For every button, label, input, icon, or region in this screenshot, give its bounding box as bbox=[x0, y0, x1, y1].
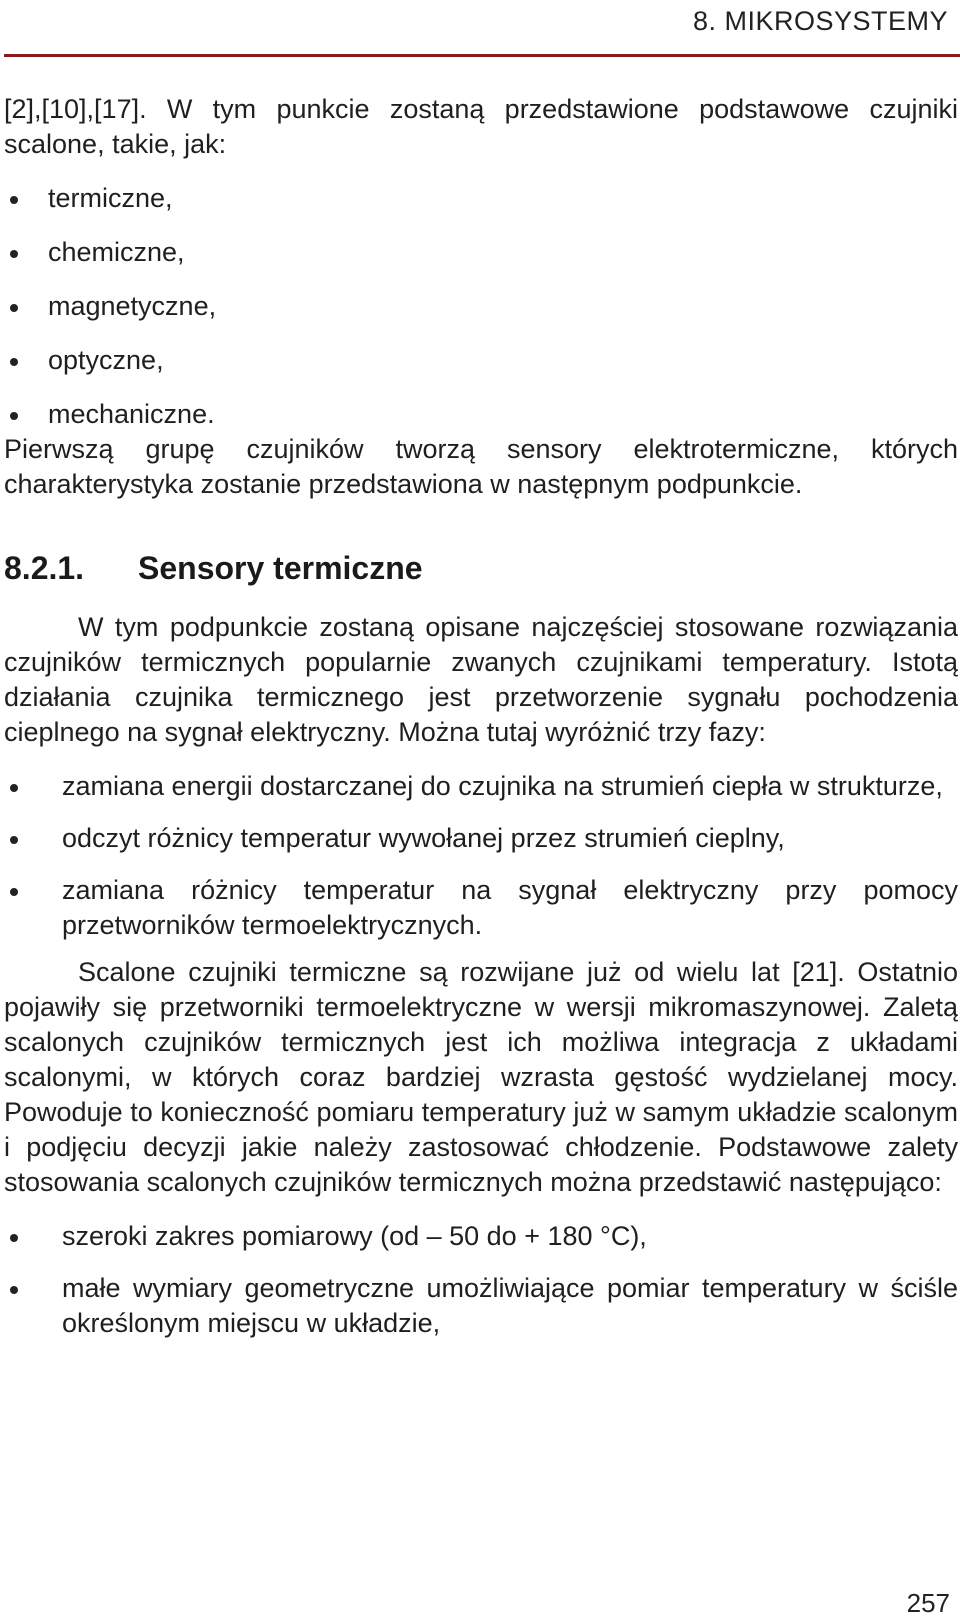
list-item: mechaniczne. bbox=[4, 397, 958, 432]
page-number: 257 bbox=[906, 1588, 950, 1618]
list-item: odczyt różnicy temperatur wywołanej przez strumień cieplny, bbox=[4, 821, 958, 856]
advantages-list bbox=[4, 1219, 958, 1341]
intro-paragraph: [2],[10],[17]. W tym punkcie zostaną przedstawione podstawowe czujniki scalone, takie, jak: bbox=[4, 94, 958, 159]
section-paragraph-2: Scalone czujniki termiczne są rozwijane już od wielu lat [21]. Ostatnio pojawiły się przetworniki termoelektryczne w wersji mikromaszynowej. Zaletą scalonych czujników termicznych jest ich możliwa integracja z układami scalonymi, w których coraz bardziej wzrasta gęstość wydzielanej mocy. Powoduje to konieczność pomiaru temperatury już w samym układzie scalonym i podjęciu decyzji jakie należy zastosować chłodzenie. Podstawowe zalety stosowania scalonych czujników termicznych można przedstawić następująco: bbox=[4, 957, 958, 1197]
intro-closing-paragraph: Pierwszą grupę czujników tworzą sensory elektrotermiczne, których charakterystyka zostanie przedstawiona w następnym podpunkcie. bbox=[4, 434, 958, 499]
list-item: zamiana energii dostarczanej do czujnika na strumień ciepła w strukturze, bbox=[4, 769, 958, 804]
phase-list bbox=[4, 769, 958, 943]
section-heading bbox=[4, 548, 958, 588]
list-item: małe wymiary geometryczne umożliwiające pomiar temperatury w ściśle określonym miejscu w układzie, bbox=[4, 1271, 958, 1341]
sensor-type-list bbox=[4, 181, 958, 432]
page-header bbox=[0, 0, 960, 58]
list-item: szeroki zakres pomiarowy (od – 50 do + 180 °C), bbox=[4, 1219, 958, 1254]
page-body bbox=[4, 92, 958, 1358]
list-item: termiczne, bbox=[4, 181, 958, 216]
list-item: optyczne, bbox=[4, 343, 958, 378]
section-number: 8.2.1. bbox=[4, 550, 85, 586]
list-item: chemiczne, bbox=[4, 235, 958, 270]
section-title: Sensory termiczne bbox=[138, 550, 423, 586]
header-rule bbox=[4, 54, 960, 57]
section-paragraph-1: W tym podpunkcie zostaną opisane najczęściej stosowane rozwiązania czujników termicznych popularnie zwanych czujnikami temperatury. Istotą działania czujnika termicznego jest przetworzenie sygnału pochodzenia cieplnego na sygnał elektryczny. Można tutaj wyróżnić trzy fazy: bbox=[4, 612, 958, 747]
chapter-title: 8. MIKROSYSTEMY bbox=[692, 6, 948, 36]
list-item: magnetyczne, bbox=[4, 289, 958, 324]
list-item: zamiana różnicy temperatur na sygnał elektryczny przy pomocy przetworników termoelektrycznych. bbox=[4, 873, 958, 943]
